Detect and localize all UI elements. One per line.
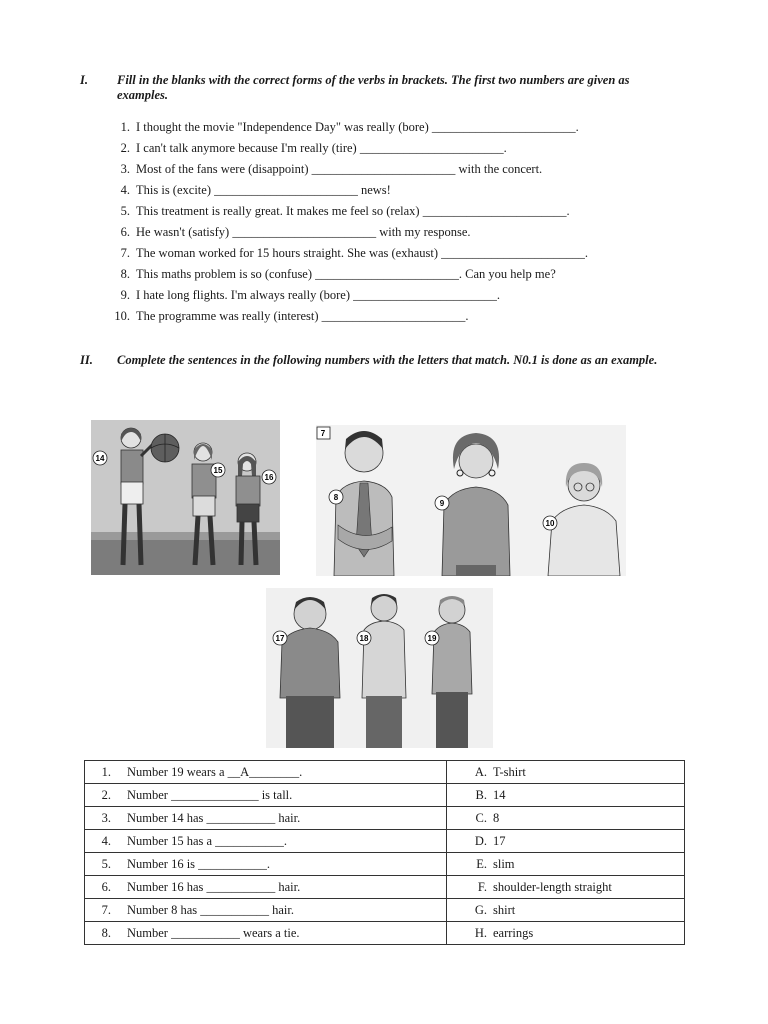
option-text: 8 [493,810,500,825]
sentence-text: Number ___________ wears a tie. [127,925,300,940]
sentence-text: Number 19 wears a __A________. [127,764,303,779]
question-number: 7. [120,246,130,260]
option-cell [447,922,685,945]
sentence-cell [85,899,447,922]
sentence-cell [85,853,447,876]
question-number: 3. [120,162,130,176]
question-number: 9. [120,288,130,302]
section2-number: II. [80,353,93,367]
option-text: 17 [493,833,506,848]
option-text: 14 [493,787,506,802]
label-10: 10 [545,519,555,528]
sentence-number: 3. [101,810,111,825]
question-row [112,204,672,225]
sentence-cell [85,876,447,899]
question-number: 6. [120,225,130,239]
question-text: He wasn't (satisfy) _______________________ with my response. [136,225,471,239]
sentence-number: 4. [101,833,111,848]
question-number: 1. [120,120,130,134]
question-text: This is (excite) _______________________ news! [136,183,391,197]
sentence-number: 6. [101,879,111,894]
question-row [112,141,672,162]
section1-number: I. [80,73,88,87]
question-number: 8. [120,267,130,281]
question-number: 2. [120,141,130,155]
option-cell [447,807,685,830]
option-letter: F. [477,879,487,894]
option-letter: E. [476,856,487,871]
question-row [112,246,672,267]
question-text: I hate long flights. I'm always really (bore) _______________________. [136,288,500,302]
label-18: 18 [359,634,369,643]
option-cell [447,784,685,807]
sentence-text: Number 16 is ___________. [127,856,271,871]
question-text: This treatment is really great. It makes me feel so (relax) _______________________. [136,204,570,218]
sentence-text: Number 15 has a ___________. [127,833,288,848]
question-row [112,288,672,309]
label-17: 17 [275,634,285,643]
label-15: 15 [213,466,223,475]
option-cell [447,853,685,876]
option-cell [447,830,685,853]
option-letter: B. [475,787,487,802]
sentence-number: 7. [101,902,111,917]
matching-table [84,760,685,945]
section2-heading [80,353,680,385]
question-row [112,162,672,183]
question-number: 4. [120,183,130,197]
label-7: 7 [320,429,326,438]
label-19: 19 [427,634,437,643]
question-number: 10. [114,309,130,323]
table-row [85,899,685,922]
question-text: Most of the fans were (disappoint) _______________________ with the concert. [136,162,543,176]
section2-instruction: Complete the sentences in the following numbers with the letters that match. N0.1 is done as an example. [117,353,658,367]
label-8: 8 [333,493,339,502]
sentence-cell [85,830,447,853]
option-text: slim [493,856,515,871]
men-illustration [266,588,493,748]
option-text: shoulder-length straight [493,879,612,894]
sentence-cell [85,922,447,945]
option-letter: A. [474,764,487,779]
sentence-cell [85,807,447,830]
adults-illustration [316,425,626,576]
table-row [85,922,685,945]
option-text: shirt [493,902,516,917]
question-row [112,120,672,141]
sentence-number: 1. [101,764,111,779]
question-row [112,309,672,330]
section1-question-list [112,120,672,330]
option-text: earrings [493,925,534,940]
option-cell [447,899,685,922]
section1-instruction: Fill in the blanks with the correct forms of the verbs in brackets. The first two numbers are given as examples. [117,73,630,102]
table-row [85,807,685,830]
sentence-number: 8. [101,925,111,940]
table-row [85,761,685,784]
sentence-number: 2. [101,787,111,802]
sentence-text: Number 16 has ___________ hair. [127,879,301,894]
option-letter: H. [474,925,487,940]
table-row [85,830,685,853]
label-16: 16 [264,473,274,482]
table-row [85,853,685,876]
option-letter: C. [475,810,487,825]
question-number: 5. [120,204,130,218]
sentence-text: Number 8 has ___________ hair. [127,902,294,917]
sentence-cell [85,784,447,807]
question-row [112,267,672,288]
question-text: I can't talk anymore because I'm really (tire) _______________________. [136,141,507,155]
sentence-text: Number 14 has ___________ hair. [127,810,301,825]
question-text: I thought the movie "Independence Day" was really (bore) _______________________. [136,120,579,134]
option-text: T-shirt [493,764,526,779]
question-text: This maths problem is so (confuse) _______________________. Can you help me? [136,267,556,281]
option-letter: G. [474,902,487,917]
label-9: 9 [439,499,445,508]
girls-illustration [91,420,280,575]
option-letter: D. [474,833,487,848]
table-row [85,784,685,807]
option-cell [447,876,685,899]
question-text: The programme was really (interest) _______________________. [136,309,469,323]
option-cell [447,761,685,784]
label-14: 14 [95,454,105,463]
question-text: The woman worked for 15 hours straight. She was (exhaust) _______________________. [136,246,589,260]
sentence-cell [85,761,447,784]
section1-heading [80,73,680,105]
sentence-number: 5. [101,856,111,871]
question-row [112,183,672,204]
table-row [85,876,685,899]
question-row [112,225,672,246]
sentence-text: Number ______________ is tall. [127,787,293,802]
